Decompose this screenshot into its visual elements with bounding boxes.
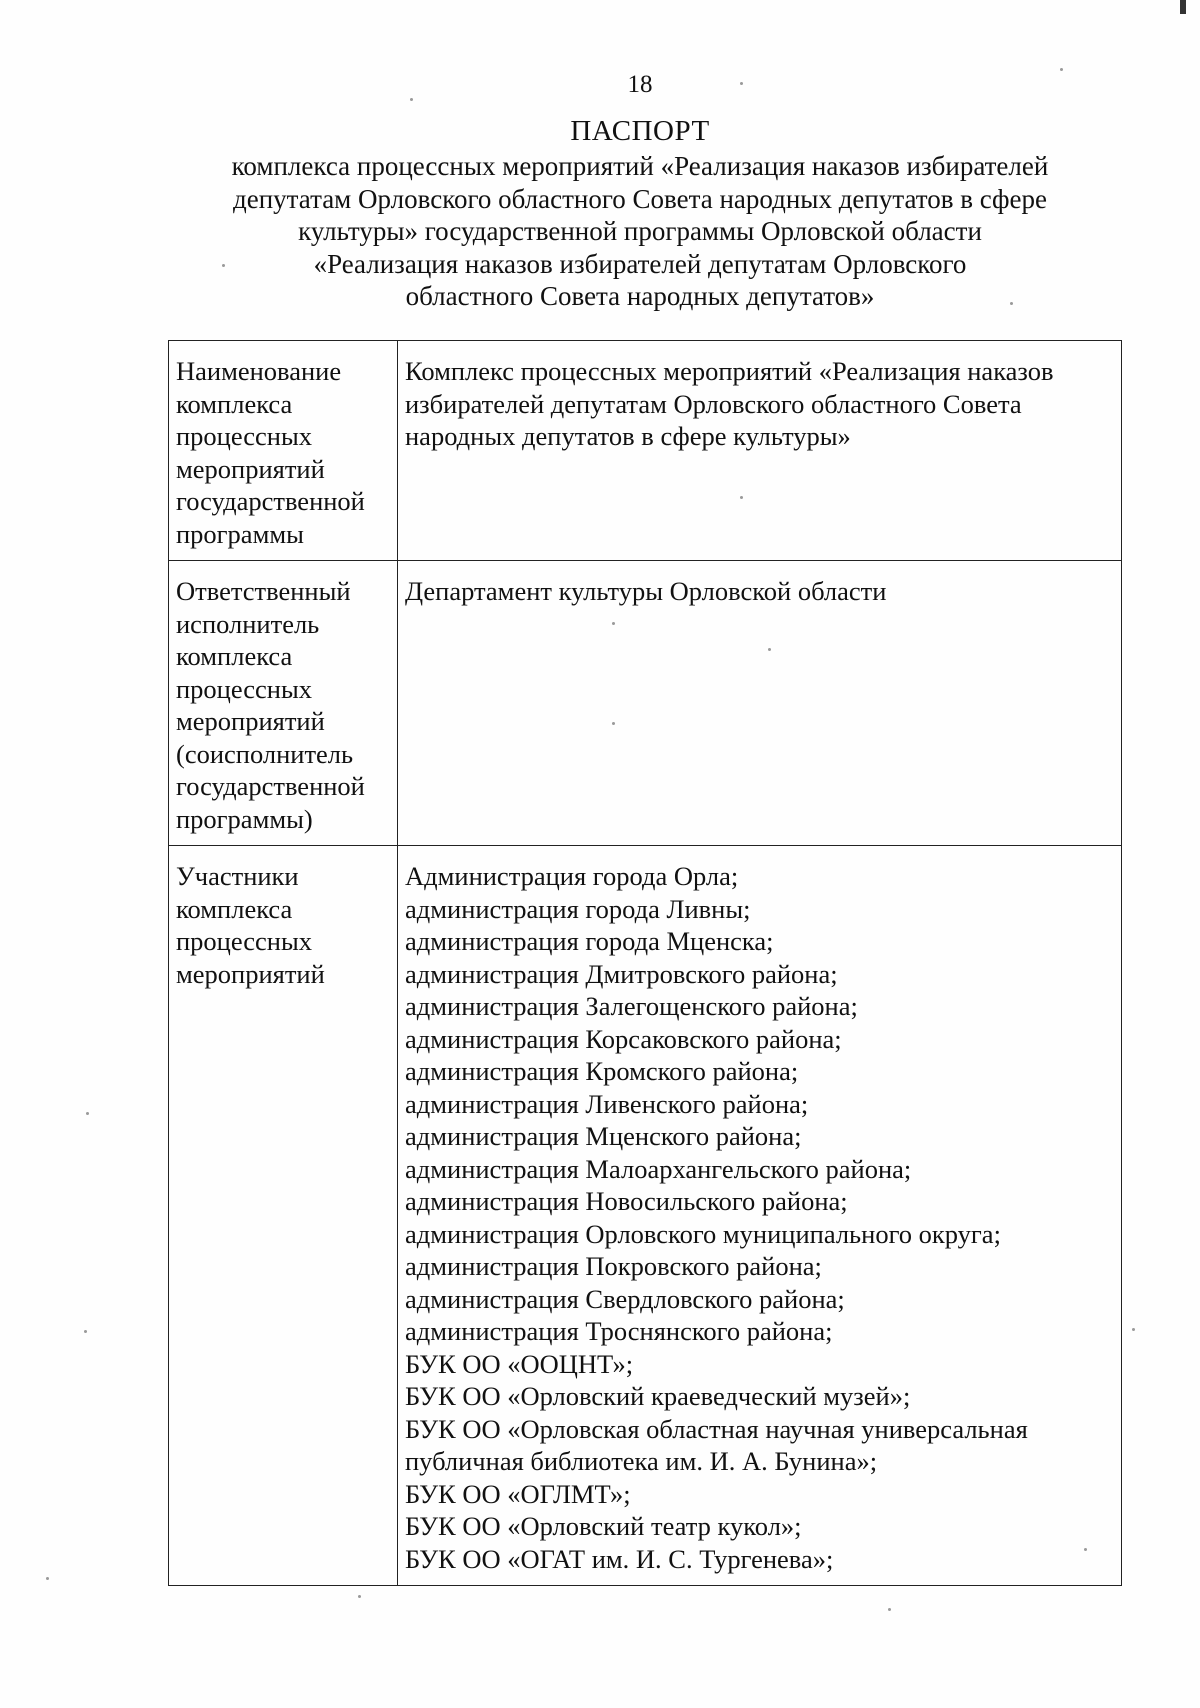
subtitle-line: комплекса процессных мероприятий «Реализация наказов избирателей <box>231 151 1049 181</box>
label-line: исполнитель <box>176 608 320 639</box>
label-line: Ответственный <box>176 576 351 606</box>
document-subtitle <box>200 150 1080 313</box>
participant-line: администрация Корсаковского района; <box>405 1023 842 1054</box>
scan-speck <box>768 648 771 651</box>
value-line: народных депутатов в сфере культуры» <box>405 421 851 451</box>
passport-table <box>168 340 1122 1586</box>
participant-line: администрация Малоархангельского района; <box>405 1153 912 1184</box>
subtitle-line: «Реализация наказов избирателей депутатам Орловского <box>313 248 967 279</box>
scan-speck <box>888 1608 891 1611</box>
label-line: государственной <box>176 771 365 801</box>
scan-speck <box>358 1595 361 1598</box>
table-row-responsible-executor <box>169 561 1122 846</box>
scan-speck <box>612 622 615 625</box>
scan-speck <box>410 98 413 101</box>
participant-line: администрация Орловского муниципального округа; <box>405 1218 1001 1249</box>
participant-line: администрация города Ливны; <box>405 893 751 924</box>
participant-line: администрация Покровского района; <box>405 1251 822 1281</box>
row-label-cell <box>169 341 398 561</box>
subtitle-line: областного Совета народных депутатов» <box>405 281 875 311</box>
participant-line: администрация Залегощенского района; <box>405 991 858 1021</box>
label-line: мероприятий <box>176 706 325 736</box>
label-line: (соисполнитель <box>176 738 354 769</box>
scan-edge-mark <box>1180 0 1186 14</box>
label-line: Участники <box>176 861 299 891</box>
participant-line: администрация Мценского района; <box>405 1121 802 1151</box>
scan-speck <box>84 1330 87 1333</box>
label-line: мероприятий <box>176 453 325 484</box>
row-value-cell <box>398 341 1122 561</box>
scan-speck <box>1010 302 1013 305</box>
table-row-program-name <box>169 341 1122 561</box>
label-line: государственной <box>176 486 365 516</box>
label-line: процессных <box>176 421 313 451</box>
row-label-cell <box>169 561 398 846</box>
participant-line: БУК ОО «ООЦНТ»; <box>405 1348 634 1379</box>
value-line: Департамент культуры Орловской области <box>405 576 887 606</box>
row-value-cell <box>398 561 1122 846</box>
participant-line: администрация Свердловского района; <box>405 1283 845 1314</box>
row-value-cell <box>398 846 1122 1586</box>
participant-line: БУК ОО «Орловская областная научная универсальная <box>405 1413 1028 1444</box>
scan-speck <box>740 496 743 499</box>
participant-line: администрация Новосильского района; <box>405 1186 848 1216</box>
scan-speck <box>1060 68 1063 71</box>
label-line: программы) <box>176 803 313 834</box>
participant-line: БУК ОО «Орловский театр кукол»; <box>405 1511 802 1541</box>
label-line: комплекса <box>176 893 293 924</box>
scan-speck <box>222 264 225 267</box>
scan-speck <box>86 1112 89 1115</box>
participant-line: администрация Дмитровского района; <box>405 958 838 989</box>
scan-speck <box>1132 1328 1135 1331</box>
table-row-participants <box>169 846 1122 1586</box>
page-number: 18 <box>627 71 653 98</box>
scan-speck <box>740 82 743 85</box>
participant-line: БУК ОО «Орловский краеведческий музей»; <box>405 1381 911 1411</box>
label-line: Наименование <box>176 356 342 386</box>
label-line: комплекса <box>176 641 293 671</box>
participant-line: администрация Троснянского района; <box>405 1316 833 1346</box>
scan-speck <box>46 1577 49 1580</box>
label-line: мероприятий <box>176 958 325 989</box>
participant-line: администрация города Мценска; <box>405 926 774 956</box>
label-line: комплекса <box>176 388 293 419</box>
participant-line: Администрация города Орла; <box>405 861 739 891</box>
label-line: программы <box>176 518 304 549</box>
participant-line: БУК ОО «ОГАТ им. И. С. Тургенева»; <box>405 1543 834 1574</box>
scan-speck <box>612 722 615 725</box>
row-label-cell <box>169 846 398 1586</box>
participant-line: администрация Кромского района; <box>405 1056 799 1086</box>
value-line: Комплекс процессных мероприятий «Реализация наказов <box>405 356 1054 386</box>
label-line: процессных <box>176 673 313 704</box>
label-line: процессных <box>176 926 313 956</box>
subtitle-line: депутатам Орловского областного Совета народных депутатов в сфере <box>232 183 1047 214</box>
subtitle-line: культуры» государственной программы Орловской области <box>298 216 982 246</box>
participant-line: администрация Ливенского района; <box>405 1088 809 1119</box>
participant-line: БУК ОО «ОГЛМТ»; <box>405 1478 631 1509</box>
value-line: избирателей депутатам Орловского областного Совета <box>405 388 1022 419</box>
document-title: ПАСПОРТ <box>570 115 710 147</box>
participant-line: публичная библиотека им. И. А. Бунина»; <box>405 1446 878 1476</box>
scan-speck <box>1084 1548 1087 1551</box>
